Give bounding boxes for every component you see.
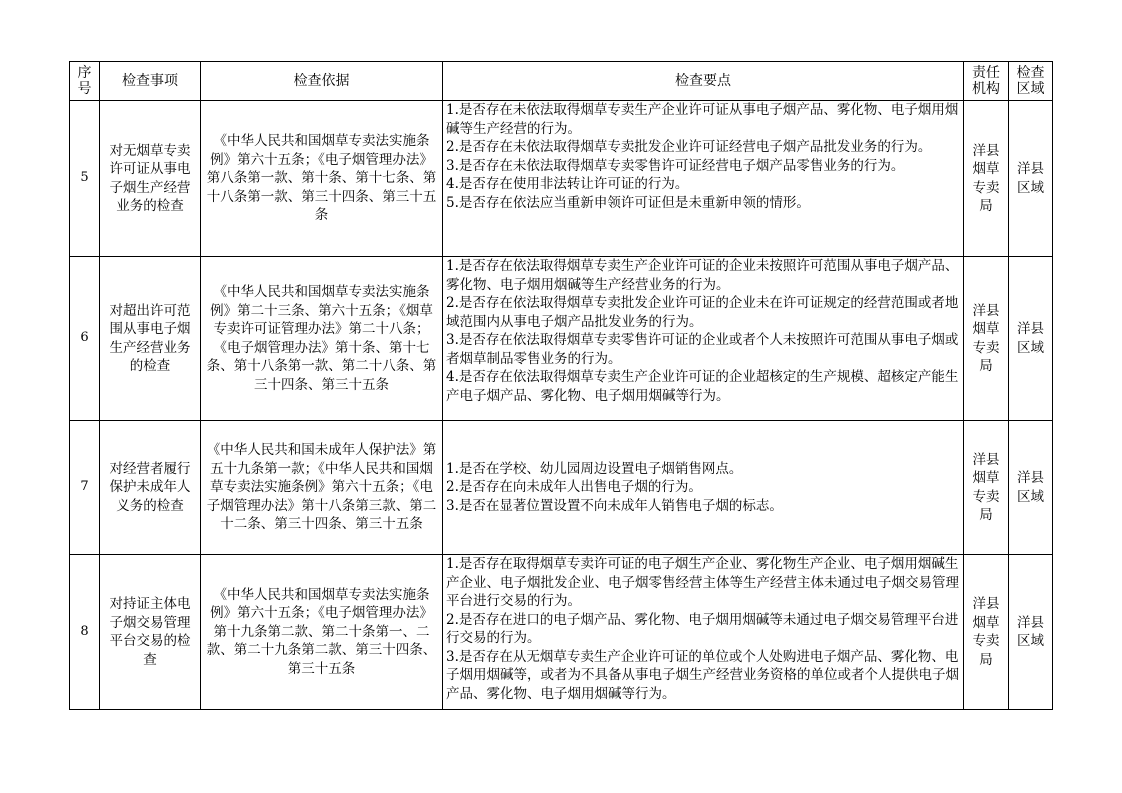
row-idx: 7 [70, 421, 100, 555]
point-item: 2.是否存在依法取得烟草专卖批发企业许可证的企业未在许可证规定的经营范围或者地域范围内从事电子烟产品批发业务的行为。 [446, 295, 959, 330]
inspection-table [69, 61, 1053, 710]
header-points: 检查要点 [443, 62, 964, 101]
point-item: 1.是否在学校、幼儿园周边设置电子烟销售网点。 [446, 460, 743, 477]
point-item: 2.是否存在未依法取得烟草专卖批发企业许可证经营电子烟产品批发业务的行为。 [446, 139, 932, 155]
point-item: 3.是否在显著位置设置不向未成年人销售电子烟的标志。 [446, 497, 783, 514]
row-basis: 《中华人民共和国烟草专卖法实施条例》第六十五条；《电子烟管理办法》第八条第一款、第十条、第十七条、第十八条第一款、第三十四条、第三十五条 [201, 101, 443, 257]
header-idx: 序号 [70, 62, 100, 101]
row-org: 洋县烟草专卖局 [964, 257, 1009, 421]
point-item: 3.是否存在未依法取得烟草专卖零售许可证经营电子烟产品零售业务的行为。 [446, 157, 905, 174]
point-item: 4.是否存在使用非法转让许可证的行为。 [446, 176, 689, 192]
point-item: 2.是否存在向未成年人出售电子烟的行为。 [446, 479, 702, 496]
header-basis: 检查依据 [201, 62, 443, 101]
point-item: 3.是否存在从无烟草专卖生产企业许可证的单位或个人处购进电子烟产品、雾化物、电子烟用烟碱等，或者为不具备从事电子烟生产经营业务资格的单位或者个人提供电子烟产品、雾化物、电子烟用烟碱等行为。 [446, 648, 959, 702]
row-points [443, 257, 964, 421]
header-org: 责任机构 [964, 62, 1009, 101]
table-header-row [70, 62, 1053, 101]
point-item: 1.是否存在未依法取得烟草专卖生产企业许可证从事电子烟产品、雾化物、电子烟用烟碱等生产经营的行为。 [446, 102, 959, 137]
header-item: 检查事项 [100, 62, 201, 101]
points-clip [446, 555, 960, 709]
point-item: 5.是否存在依法应当重新申领许可证但是未重新申领的情形。 [446, 194, 810, 211]
row-area: 洋县区域 [1009, 257, 1053, 421]
row-item: 对持证主体电子烟交易管理平台交易的检查 [100, 555, 201, 710]
row-org: 洋县烟草专卖局 [964, 421, 1009, 555]
point-item: 4.是否存在依法取得烟草专卖生产企业许可证的企业超核定的生产规模、超核定产能生产电子烟产品、雾化物、电子烟用烟碱等行为。 [446, 369, 959, 404]
row-org: 洋县烟草专卖局 [964, 555, 1009, 710]
row-item: 对无烟草专卖许可证从事电子烟生产经营业务的检查 [100, 101, 201, 257]
table-row [70, 555, 1053, 710]
row-area: 洋县区域 [1009, 421, 1053, 555]
row-idx: 5 [70, 101, 100, 257]
point-item: 1.是否存在取得烟草专卖许可证的电子烟生产企业、雾化物生产企业、电子烟用烟碱生产企业、电子烟批发企业、电子烟零售经营主体等生产经营主体未通过电子烟交易管理平台进行交易的行为。 [446, 556, 959, 609]
row-item: 对经营者履行保护未成年人义务的检查 [100, 421, 201, 555]
inspection-table-sheet [69, 61, 1052, 710]
row-area: 洋县区域 [1009, 101, 1053, 257]
point-item: 2.是否存在进口的电子烟产品、雾化物、电子烟用烟碱等未通过电子烟交易管理平台进行交易的行为。 [446, 611, 959, 646]
row-points [443, 555, 964, 710]
row-points [443, 421, 964, 555]
row-item: 对超出许可范围从事电子烟生产经营业务的检查 [100, 257, 201, 421]
table-row [70, 257, 1053, 421]
row-org: 洋县烟草专卖局 [964, 101, 1009, 257]
row-idx: 6 [70, 257, 100, 421]
row-idx: 8 [70, 555, 100, 710]
point-item: 1.是否存在依法取得烟草专卖生产企业许可证的企业未按照许可范围从事电子烟产品、雾化物、电子烟用烟碱等生产经营业务的行为。 [446, 258, 959, 293]
point-item: 3.是否存在依法取得烟草专卖零售许可证的企业或者个人未按照许可范围从事电子烟或者烟草制品零售业务的行为。 [446, 332, 959, 367]
row-basis: 《中华人民共和国烟草专卖法实施条例》第六十五条；《电子烟管理办法》第十九条第二款、第二十条第一、二款、第二十九条第二款、第三十四条、第三十五条 [201, 555, 443, 710]
table-row [70, 101, 1053, 257]
row-basis: 《中华人民共和国未成年人保护法》第五十九条第一款；《中华人民共和国烟草专卖法实施条例》第六十五条；《电子烟管理办法》第十八条第三款、第二十二条、第三十四条、第三十五条 [201, 421, 443, 555]
header-area: 检查区域 [1009, 62, 1053, 101]
row-area: 洋县区域 [1009, 555, 1053, 710]
row-points [443, 101, 964, 257]
table-row [70, 421, 1053, 555]
row-basis: 《中华人民共和国烟草专卖法实施条例》第二十三条、第六十五条；《烟草专卖许可证管理办法》第二十八条；《电子烟管理办法》第十条、第十七条、第十八条第一款、第二十八条、第三十四条、第三十五条 [201, 257, 443, 421]
